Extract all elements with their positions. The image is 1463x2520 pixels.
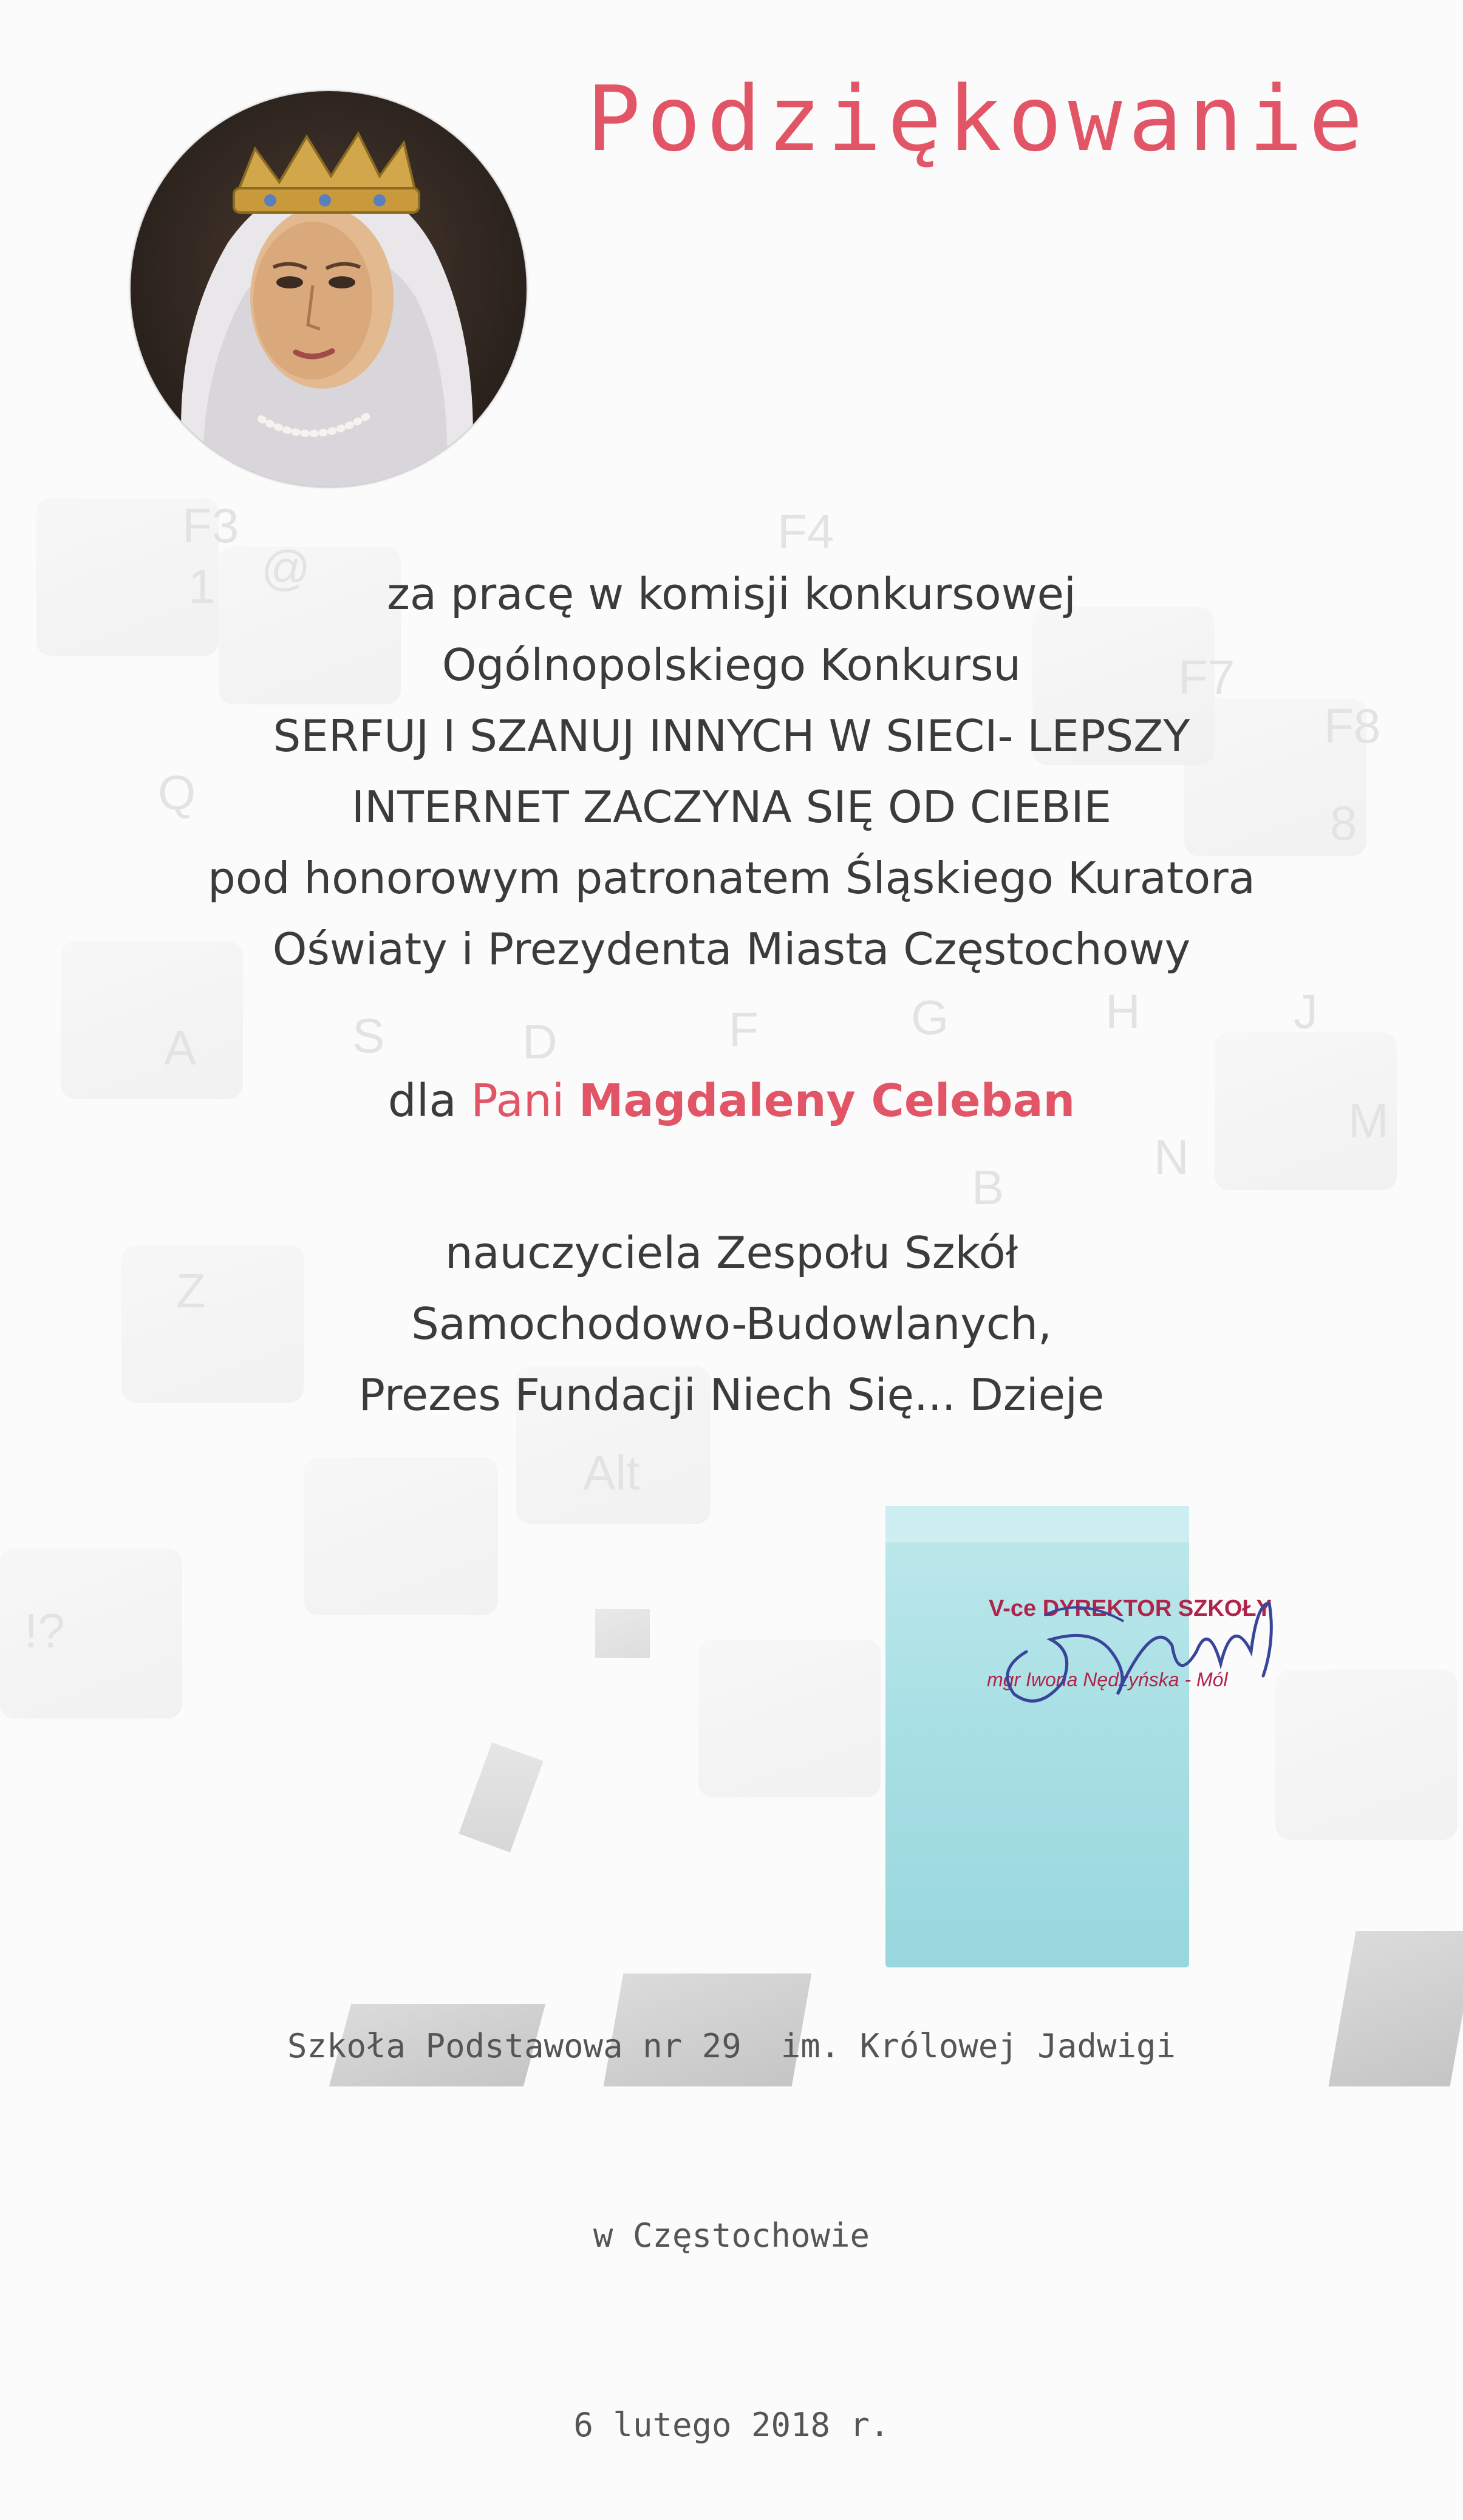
body-line: za pracę w komisji konkursowej [387, 568, 1076, 619]
stamp-name: mgr Iwona Nędzyńska - Mól [987, 1669, 1228, 1691]
portrait-medallion [131, 91, 527, 487]
body-line: Ogólnopolskiego Konkursu [442, 639, 1021, 690]
signature-icon [972, 1579, 1287, 1718]
recipient-honorific: Pani [471, 1075, 565, 1127]
body-line: pod honorowym patronatem Śląskiego Kuratora [208, 853, 1255, 904]
role-line: Samochodowo-Budowlanych, [411, 1298, 1052, 1349]
body-line: INTERNET ZACZYNA SIĘ OD CIEBIE [351, 782, 1112, 833]
recipient-prefix: dla [387, 1075, 457, 1127]
body-line: Oświaty i Prezydenta Miasta Częstochowy [272, 924, 1191, 975]
body-line: SERFUJ I SZANUJ INNYCH W SIECI- LEPSZY [273, 710, 1190, 761]
stamp-title: V-ce DYREKTOR SZKOŁY [989, 1596, 1272, 1621]
footer-date: 6 lutego 2018 r. [573, 2406, 890, 2444]
footer-city: w Częstochowie [593, 2216, 870, 2255]
citation-text [61, 559, 1402, 985]
document-title: Podziękowanie [586, 67, 1369, 171]
queen-portrait-icon [131, 91, 527, 487]
recipient-line [61, 1075, 1402, 1127]
decorative-block-top [885, 1506, 1189, 1542]
role-line: nauczyciela Zespołu Szkół [445, 1227, 1018, 1278]
footer [61, 1888, 1402, 2520]
recipient-role [61, 1217, 1402, 1431]
recipient-name: Magdaleny Celeban [578, 1075, 1076, 1127]
footer-school: Szkoła Podstawowa nr 29 im. Królowej Jadwigi [287, 2027, 1176, 2065]
role-line: Prezes Fundacji Niech Się... Dzieje [358, 1369, 1105, 1420]
